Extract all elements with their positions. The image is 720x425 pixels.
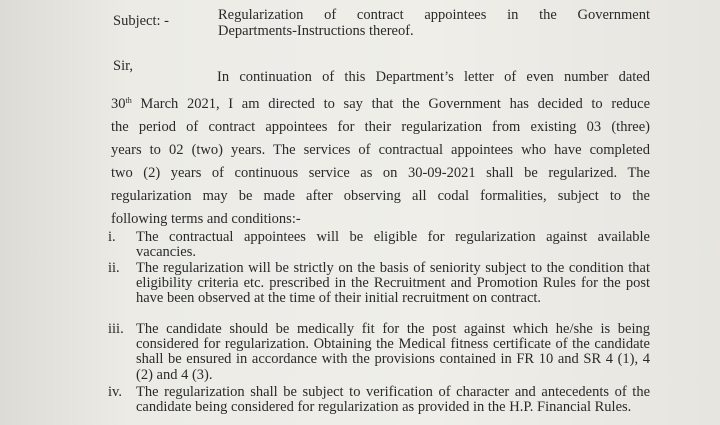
paragraph-line-1: In continuation of this Department’s letter of even number dated: [217, 69, 650, 85]
date-day: 30: [111, 96, 126, 112]
condition-text: The candidate should be medically fit for the post against which he/she is being considered for regularization. Obtaining the Medical fitness certificate of the candidate shall be ensured in accordance with the provisions contained in FR 10 and SR 4 (1), 4 (2) and 4 (3).: [136, 321, 650, 383]
date-suffix: th: [125, 96, 132, 105]
paragraph-line-5: two (2) years of continuous service as on 30-09-2021 shall be regularized. The: [111, 165, 650, 181]
salutation: Sir,: [113, 58, 133, 74]
condition-text: The regularization shall be subject to verification of character and antecedents of the candidate being considered for regularization as provided in the H.P. Financial Rules.: [136, 384, 650, 416]
condition-number: ii.: [108, 260, 120, 276]
paragraph-line-2-rest: March 2021, I am directed to say that the Government has decided to reduce: [131, 96, 650, 112]
paragraph-line-2: [111, 89, 650, 116]
subject-label: Subject: -: [113, 13, 169, 29]
body-paragraph: [111, 66, 650, 231]
condition-number: iii.: [108, 321, 124, 337]
subject-text: [218, 7, 650, 39]
condition-number: iv.: [108, 384, 122, 400]
condition-text: The contractual appointees will be eligible for regularization against available vacancies.: [136, 229, 650, 261]
subject-line-2: Departments-Instructions thereof.: [218, 23, 414, 39]
paragraph-line-3: the period of contract appointees for their regularization from existing 03 (three): [111, 119, 650, 135]
subject-line-1: Regularization of contract appointees in the Government: [218, 7, 650, 23]
paragraph-line-6: regularization may be made after observing all codal formalities, subject to the: [111, 188, 650, 204]
paragraph-line-7: following terms and conditions:-: [111, 211, 301, 227]
condition-text: The regularization will be strictly on the basis of seniority subject to the condition that eligibility criteria etc. prescribed in the Recruitment and Promotion Rules for the post have been observed at the time of their initial recruitment on contract.: [136, 260, 650, 307]
paragraph-line-4: years to 02 (two) years. The services of contractual appointees who have completed: [111, 142, 650, 158]
condition-number: i.: [108, 229, 116, 245]
